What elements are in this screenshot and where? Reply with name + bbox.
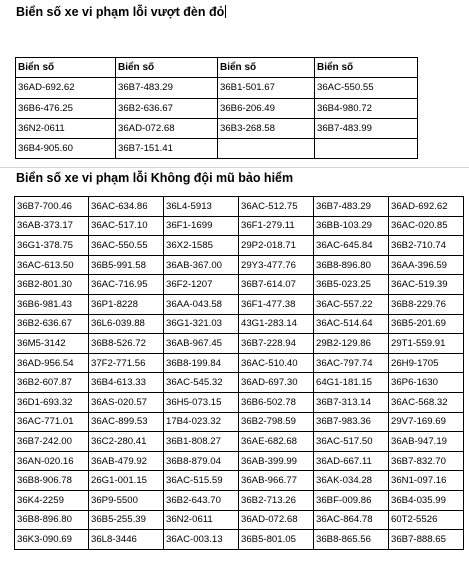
plate-cell xyxy=(315,139,418,159)
table-row xyxy=(16,78,418,98)
plate-cell: 36B2-636.67 xyxy=(116,98,218,118)
plate-cell: 36AB-966.77 xyxy=(239,471,314,491)
plate-cell: 36C2-280.41 xyxy=(89,432,164,452)
plate-cell: 26G1-001.15 xyxy=(89,471,164,491)
plate-cell: 17B4-023.32 xyxy=(164,412,239,432)
plate-cell: 36AC-634.86 xyxy=(89,197,164,217)
plate-cell: 36B8-229.76 xyxy=(389,294,464,314)
plate-cell: 29V7-169.69 xyxy=(389,412,464,432)
plate-cell: 36B8-199.84 xyxy=(164,353,239,373)
plate-cell: 36AD-692.62 xyxy=(389,197,464,217)
plate-cell: 29Y3-477.76 xyxy=(239,255,314,275)
plate-cell: 36AD-692.62 xyxy=(16,78,116,98)
plate-cell: 36B6-502.78 xyxy=(239,392,314,412)
plate-cell: 36B2-636.67 xyxy=(15,314,89,334)
plate-cell: 36AC-517.50 xyxy=(314,432,389,452)
plate-cell: 36B7-614.07 xyxy=(239,275,314,295)
plate-cell: 36AC-512.75 xyxy=(239,197,314,217)
plate-cell: 36B8-896.80 xyxy=(15,510,89,530)
plate-cell: 36B4-980.72 xyxy=(315,98,418,118)
plate-cell: 36AC-557.22 xyxy=(314,294,389,314)
plate-cell: 36L4-5913 xyxy=(164,197,239,217)
plate-cell: 36B5-991.58 xyxy=(89,255,164,275)
plate-cell: 36P6-1630 xyxy=(389,373,464,393)
column-header: Biển số xyxy=(315,58,418,78)
table-row xyxy=(15,530,464,550)
table-row xyxy=(15,236,464,256)
plate-cell: 36AB-479.92 xyxy=(89,451,164,471)
table-no-helmet-violations xyxy=(14,196,464,550)
plate-cell: 36B8-906.78 xyxy=(15,471,89,491)
plate-cell: 36B2-801.30 xyxy=(15,275,89,295)
plate-cell: 36K4-2259 xyxy=(15,490,89,510)
plate-cell: 36AC-613.50 xyxy=(15,255,89,275)
plate-cell: 36K3-090.69 xyxy=(15,530,89,550)
plate-cell xyxy=(218,139,315,159)
plate-cell: 36B2-643.70 xyxy=(164,490,239,510)
plate-cell: 36B7-888.65 xyxy=(389,530,464,550)
plate-cell: 36H5-073.15 xyxy=(164,392,239,412)
plate-cell: 36BB-103.29 xyxy=(314,216,389,236)
plate-cell: 60T2-5526 xyxy=(389,510,464,530)
plate-cell: 36AD-697.30 xyxy=(239,373,314,393)
table-row xyxy=(15,216,464,236)
plate-cell: 36AC-545.32 xyxy=(164,373,239,393)
plate-cell: 36B7-483.29 xyxy=(314,197,389,217)
plate-cell: 29B2-129.86 xyxy=(314,334,389,354)
table-row xyxy=(15,255,464,275)
plate-cell: 36B6-476.25 xyxy=(16,98,116,118)
plate-cell: 36B7-151.41 xyxy=(116,139,218,159)
table-row xyxy=(15,314,464,334)
plate-cell: 36B1-501.67 xyxy=(218,78,315,98)
plate-cell: 36B8-865.56 xyxy=(314,530,389,550)
plate-cell: 36B8-879.04 xyxy=(164,451,239,471)
table-row xyxy=(15,294,464,314)
plate-cell: 36B7-983.36 xyxy=(314,412,389,432)
heading-no-helmet: Biển số xe vi phạm lỗi Không đội mũ bảo hiểm xyxy=(16,171,294,185)
plate-cell: 36BF-009.86 xyxy=(314,490,389,510)
plate-cell: 29T1-559.91 xyxy=(389,334,464,354)
plate-cell: 36AC-716.95 xyxy=(89,275,164,295)
plate-cell: 36AB-947.19 xyxy=(389,432,464,452)
plate-cell: 36B5-255.39 xyxy=(89,510,164,530)
table-row xyxy=(15,373,464,393)
plate-cell: 36D1-693.32 xyxy=(15,392,89,412)
plate-cell: 36AC-550.55 xyxy=(89,236,164,256)
plate-cell: 36B7-228.94 xyxy=(239,334,314,354)
plate-cell: 36G1-378.75 xyxy=(15,236,89,256)
table-row xyxy=(15,451,464,471)
plate-cell: 36AC-514.64 xyxy=(314,314,389,334)
plate-cell: 36B7-242.00 xyxy=(15,432,89,452)
table-row xyxy=(16,139,418,159)
table-row xyxy=(15,392,464,412)
plate-cell: 36AD-072.68 xyxy=(239,510,314,530)
plate-cell: 36AA-043.58 xyxy=(164,294,239,314)
plate-cell: 36AB-367.00 xyxy=(164,255,239,275)
plate-cell: 36B7-832.70 xyxy=(389,451,464,471)
table-row xyxy=(16,118,418,138)
plate-cell: 36F1-477.38 xyxy=(239,294,314,314)
table-row xyxy=(15,432,464,452)
table-row xyxy=(15,353,464,373)
plate-cell: 26H9-1705 xyxy=(389,353,464,373)
plate-cell: 36N2-0611 xyxy=(164,510,239,530)
plate-cell: 36B7-313.14 xyxy=(314,392,389,412)
plate-cell: 36G1-321.03 xyxy=(164,314,239,334)
plate-cell: 36B5-201.69 xyxy=(389,314,464,334)
table-row xyxy=(15,334,464,354)
table-red-light-violations xyxy=(15,57,418,159)
plate-cell: 36F1-1699 xyxy=(164,216,239,236)
plate-cell: 36N1-097.16 xyxy=(389,471,464,491)
plate-cell: 36AC-517.10 xyxy=(89,216,164,236)
plate-cell: 36X2-1585 xyxy=(164,236,239,256)
plate-cell: 64G1-181.15 xyxy=(314,373,389,393)
plate-cell: 36AC-645.84 xyxy=(314,236,389,256)
plate-cell: 36AN-020.16 xyxy=(15,451,89,471)
plate-cell: 36AD-667.11 xyxy=(314,451,389,471)
plate-cell: 37F2-771.56 xyxy=(89,353,164,373)
plate-cell: 36B2-607.87 xyxy=(15,373,89,393)
plate-cell: 36B3-268.58 xyxy=(218,118,315,138)
plate-cell: 36B4-035.99 xyxy=(389,490,464,510)
plate-cell: 36AC-515.59 xyxy=(164,471,239,491)
plate-cell: 36AB-967.45 xyxy=(164,334,239,354)
plate-cell: 36B5-801.05 xyxy=(239,530,314,550)
column-header: Biển số xyxy=(16,58,116,78)
heading-red-light-text: Biển số xe vi phạm lỗi vượt đèn đỏ xyxy=(16,5,225,19)
plate-cell: 36B2-713.26 xyxy=(239,490,314,510)
column-header: Biển số xyxy=(116,58,218,78)
plate-cell: 36AS-020.57 xyxy=(89,392,164,412)
plate-cell: 36AB-373.17 xyxy=(15,216,89,236)
plate-cell: 36AC-864.78 xyxy=(314,510,389,530)
section-divider xyxy=(0,167,469,168)
table-row xyxy=(15,197,464,217)
plate-cell: 36B6-981.43 xyxy=(15,294,89,314)
plate-cell: 36B8-896.80 xyxy=(314,255,389,275)
plate-cell: 36B8-526.72 xyxy=(89,334,164,354)
plate-cell: 36AC-020.85 xyxy=(389,216,464,236)
column-header: Biển số xyxy=(218,58,315,78)
heading-red-light xyxy=(16,5,226,19)
plate-cell: 36B4-613.33 xyxy=(89,373,164,393)
table-row xyxy=(15,471,464,491)
plate-cell: 36AC-519.39 xyxy=(389,275,464,295)
plate-cell: 36N2-0611 xyxy=(16,118,116,138)
plate-cell: 36AC-550.55 xyxy=(315,78,418,98)
plate-cell: 36AC-899.53 xyxy=(89,412,164,432)
plate-cell: 36M5-3142 xyxy=(15,334,89,354)
plate-cell: 36AC-510.40 xyxy=(239,353,314,373)
plate-cell: 36AC-771.01 xyxy=(15,412,89,432)
plate-cell: 36B2-710.74 xyxy=(389,236,464,256)
plate-cell: 36AC-003.13 xyxy=(164,530,239,550)
plate-cell: 36P9-5500 xyxy=(89,490,164,510)
table-row xyxy=(15,490,464,510)
plate-cell: 36B7-483.29 xyxy=(116,78,218,98)
plate-cell: 36AC-568.32 xyxy=(389,392,464,412)
table-row xyxy=(16,98,418,118)
plate-cell: 36B7-700.46 xyxy=(15,197,89,217)
plate-cell: 36AE-682.68 xyxy=(239,432,314,452)
plate-cell: 36AB-399.99 xyxy=(239,451,314,471)
plate-cell: 36B5-023.25 xyxy=(314,275,389,295)
plate-cell: 36B1-808.27 xyxy=(164,432,239,452)
plate-cell: 36AK-034.28 xyxy=(314,471,389,491)
plate-cell: 36B6-206.49 xyxy=(218,98,315,118)
plate-cell: 43G1-283.14 xyxy=(239,314,314,334)
table-row xyxy=(15,510,464,530)
table-header-row xyxy=(16,58,418,78)
plate-cell: 36L6-039.88 xyxy=(89,314,164,334)
plate-cell: 36AA-396.59 xyxy=(389,255,464,275)
plate-cell: 36L8-3446 xyxy=(89,530,164,550)
plate-cell: 36B2-798.59 xyxy=(239,412,314,432)
plate-cell: 36F2-1207 xyxy=(164,275,239,295)
plate-cell: 36AD-956.54 xyxy=(15,353,89,373)
table-row xyxy=(15,275,464,295)
table-row xyxy=(15,412,464,432)
plate-cell: 36B7-483.99 xyxy=(315,118,418,138)
plate-cell: 36AD-072.68 xyxy=(116,118,218,138)
plate-cell: 36AC-797.74 xyxy=(314,353,389,373)
plate-cell: 36B4-905.60 xyxy=(16,139,116,159)
plate-cell: 36P1-8228 xyxy=(89,294,164,314)
text-cursor xyxy=(225,5,226,18)
plate-cell: 29P2-018.71 xyxy=(239,236,314,256)
plate-cell: 36F1-279.11 xyxy=(239,216,314,236)
